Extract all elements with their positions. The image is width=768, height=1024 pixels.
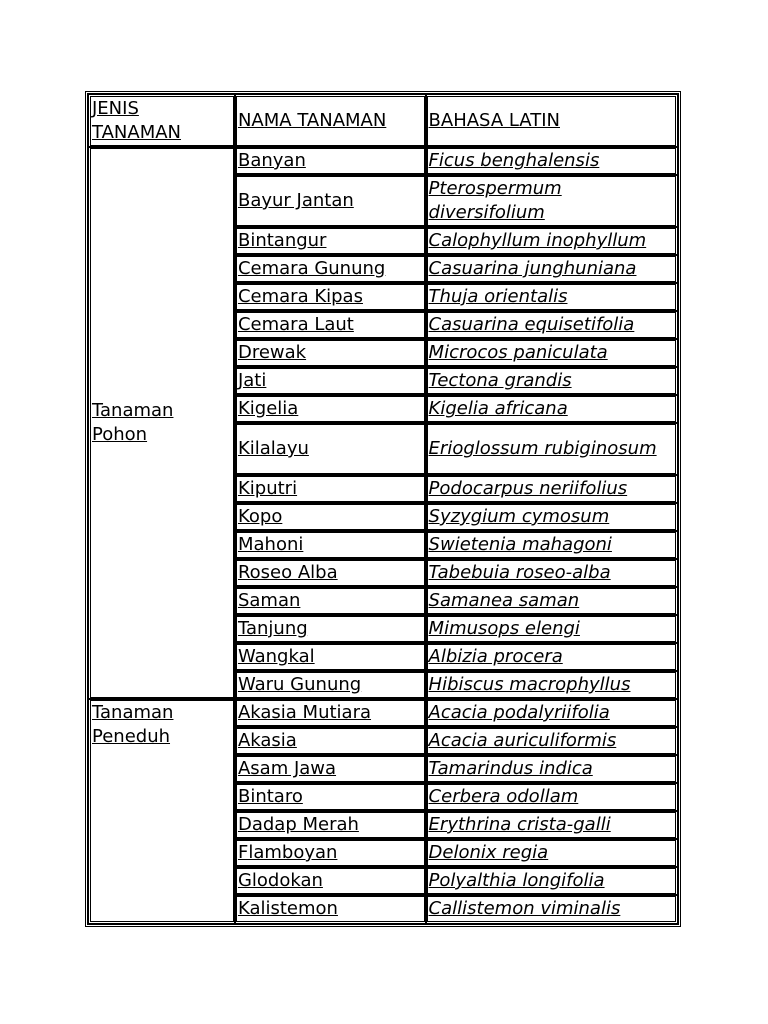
header-jenis-tanaman: JENIS TANAMAN [90,96,234,146]
plant-name: Akasia Mutiara [236,700,425,726]
plant-name: Bayur Jantan [236,176,425,226]
plant-name: Cemara Kipas [236,284,425,310]
latin-name: Acacia podalyriifolia [427,700,676,726]
latin-name: Swietenia mahagoni [427,532,676,558]
latin-name: Samanea saman [427,588,676,614]
latin-name: Tamarindus indica [427,756,676,782]
plant-name: Drewak [236,340,425,366]
plant-name: Kiputri [236,476,425,502]
latin-name: Callistemon viminalis [427,896,676,922]
latin-name: Thuja orientalis [427,284,676,310]
header-row [90,96,676,146]
header-bahasa-latin: BAHASA LATIN [427,96,676,146]
plant-name: Flamboyan [236,840,425,866]
plant-name: Waru Gunung [236,672,425,698]
plant-name: Wangkal [236,644,425,670]
plant-name: Kigelia [236,396,425,422]
latin-name: Acacia auriculiformis [427,728,676,754]
group-label: Tanaman Pohon [90,148,234,698]
plant-name: Bintangur [236,228,425,254]
plant-name: Cemara Gunung [236,256,425,282]
plant-name: Kilalayu [236,424,425,474]
latin-name: Polyalthia longifolia [427,868,676,894]
plant-name: Mahoni [236,532,425,558]
table-row [90,700,676,726]
latin-name: Microcos paniculata [427,340,676,366]
latin-name: Delonix regia [427,840,676,866]
header-nama-tanaman: NAMA TANAMAN [236,96,425,146]
latin-name: Casuarina equisetifolia [427,312,676,338]
latin-name: Syzygium cymosum [427,504,676,530]
latin-name: Tabebuia roseo-alba [427,560,676,586]
latin-name: Pterospermum diversifolium [427,176,676,226]
group-label: Tanaman Peneduh [90,700,234,922]
latin-name: Calophyllum inophyllum [427,228,676,254]
latin-name: Tectona grandis [427,368,676,394]
plant-name: Glodokan [236,868,425,894]
plant-name: Roseo Alba [236,560,425,586]
latin-name: Cerbera odollam [427,784,676,810]
plant-name: Kalistemon [236,896,425,922]
latin-name: Ficus benghalensis [427,148,676,174]
plant-name: Dadap Merah [236,812,425,838]
plant-name: Saman [236,588,425,614]
latin-name: Kigelia africana [427,396,676,422]
plant-name: Cemara Laut [236,312,425,338]
latin-name: Albizia procera [427,644,676,670]
plant-name: Bintaro [236,784,425,810]
plant-name: Tanjung [236,616,425,642]
latin-name: Podocarpus neriifolius [427,476,676,502]
latin-name: Erythrina crista-galli [427,812,676,838]
plant-table [87,93,679,925]
latin-name: Erioglossum rubiginosum [427,424,676,474]
latin-name: Hibiscus macrophyllus [427,672,676,698]
latin-name: Mimusops elengi [427,616,676,642]
plant-name: Kopo [236,504,425,530]
table-row [90,148,676,174]
latin-name: Casuarina junghuniana [427,256,676,282]
plant-name: Asam Jawa [236,756,425,782]
plant-name: Jati [236,368,425,394]
plant-name: Akasia [236,728,425,754]
plant-name: Banyan [236,148,425,174]
